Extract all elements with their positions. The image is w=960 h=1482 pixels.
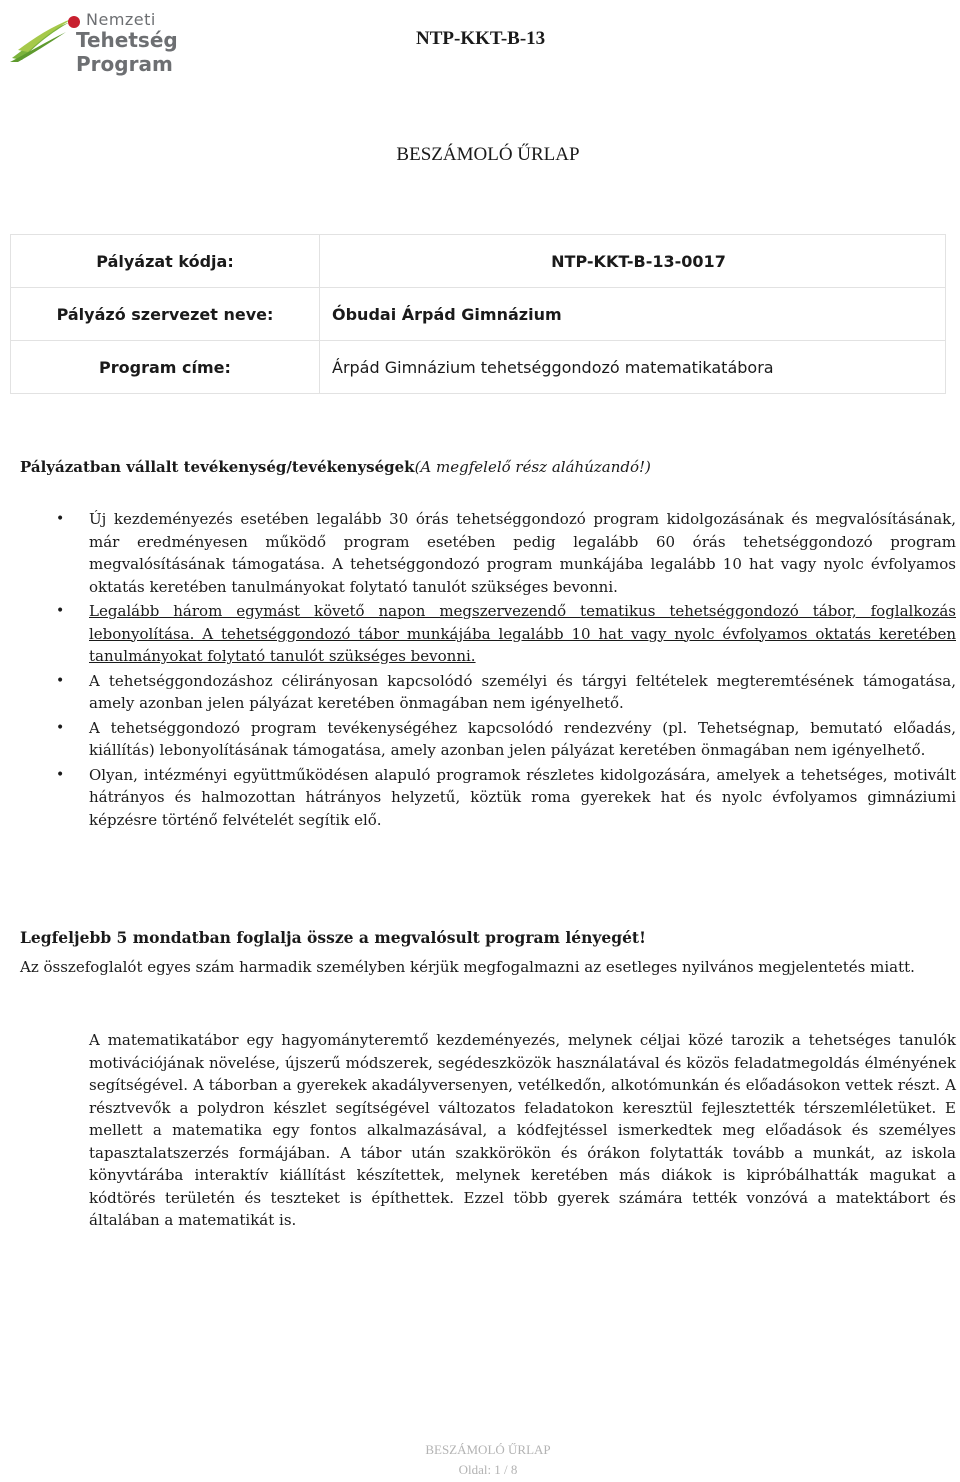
activities-heading-note: (A megfelelő rész aláhúzandó!)	[414, 458, 651, 476]
list-item-text: Új kezdeményezés esetében legalább 30 órás tehetséggondozó program kidolgozásának és megvalósításának, már eredményesen működő program esetében pedig legalább 60 órás tehetséggondozó program megvalósításának támogatása. A tehetséggondozó program munkájába legalább 10 hat vagy nyolc évfolyamos oktatás keretében tanulmányokat folytató tanulót szükséges bevonni.	[89, 510, 956, 596]
row-label: Pályázat kódja:	[11, 235, 320, 288]
table-row	[11, 341, 946, 394]
list-item	[20, 764, 956, 832]
bullet-icon: •	[56, 672, 65, 689]
table-row	[11, 235, 946, 288]
list-item-text: Olyan, intézményi együttműködésen alapuló programok részletes kidolgozására, amelyek a tehetséges, motivált hátrányos és halmozottan hátrányos helyzetű, köztük roma gyerekek hat és nyolc évfolyamos gimnáziumi képzésre történő felvételét segítik elő.	[89, 765, 956, 829]
footer-title: BESZÁMOLÓ ŰRLAP	[425, 1442, 551, 1457]
row-label: Program címe:	[11, 341, 320, 394]
list-item-text: A tehetséggondozó program tevékenységéhez kapcsolódó rendezvény (pl. Tehetségnap, bemutató előadás, kiállítás) lebonyolításának támogatása, amely azonban jelen pályázat keretében önmagában nem igényelhető.	[89, 718, 956, 759]
summary-heading: Legfeljebb 5 mondatban foglalja össze a megvalósult program lényegét!	[20, 928, 646, 947]
page-footer	[0, 1440, 960, 1480]
bullet-icon: •	[56, 719, 65, 736]
bullet-icon: •	[56, 511, 65, 527]
list-item	[20, 508, 956, 598]
table-row	[11, 288, 946, 341]
list-item-selected	[20, 600, 956, 668]
activities-list	[20, 508, 956, 833]
list-item-text: Legalább három egymást követő napon megszervezendő tematikus tehetséggondozó tábor, foglalkozás lebonyolítása. A tehetséggondozó tábor munkájába legalább 10 hat vagy nyolc évfolyamos oktatás keretében tanulmányokat folytató tanulót szükséges bevonni.	[89, 602, 956, 665]
bullet-icon: •	[56, 766, 65, 783]
activities-heading	[20, 458, 651, 476]
logo	[8, 6, 258, 76]
summary-instruction: Az összefoglalót egyes szám harmadik személyben kérjük megfogalmazni az esetleges nyilvános megjelentetés miatt.	[20, 958, 915, 976]
application-code-value: NTP-KKT-B-13-0017	[320, 235, 946, 288]
logo-text-line2: Tehetség Program	[76, 28, 178, 76]
info-table	[10, 234, 946, 394]
program-title-value: Árpád Gimnázium tehetséggondozó matematikatábora	[320, 341, 946, 394]
form-title: BESZÁMOLÓ ŰRLAP	[396, 144, 580, 165]
row-label: Pályázó szervezet neve:	[11, 288, 320, 341]
logo-text-line1: Nemzeti	[86, 10, 156, 29]
document-code: NTP-KKT-B-13	[416, 28, 546, 49]
list-item	[20, 717, 956, 762]
list-item-text: A tehetséggondozáshoz célirányosan kapcsolódó személyi és tárgyi feltételek megteremtésének támogatása, amely azonban jelen pályázat keretében önmagában nem igényelhető.	[89, 671, 956, 712]
organization-name-value: Óbudai Árpád Gimnázium	[320, 288, 946, 341]
page-number: Oldal: 1 / 8	[458, 1462, 518, 1477]
list-item	[20, 670, 956, 715]
summary-text: A matematikatábor egy hagyományteremtő kezdeményezés, melynek céljai közé tarozik a tehetséges tanulók motivációjának növelése, újszerű módszerek, segédeszközök használatával és közös feladatmegoldás élményének segítségével. A táborban a gyerekek akadályversenyen, vetélkedőn, alkotómunkán és előadásokon vettek részt. A résztvevők a polydron készlet segítségével változatos feladatokon keresztül fejlesztették térszemléletüket. E mellett a matematika egy fontos alkalmazásával, a kódfejtéssel ismerkedtek meg előadások és személyes tapasztalatszerzés formájában. A tábor után szakkörökön és órákon folytatták tovább a munkát, az iskola könyvtárába interaktív kiállítást készítettek, melynek keretében más diákok is kipróbálhatták magukat a kódtörés területén és teszteket is építhettek. Ezzel több gyerek számára tették vonzóvá a matektábort és általában a matematikát is.	[89, 1031, 956, 1229]
bullet-icon: •	[56, 603, 65, 619]
activities-heading-text: Pályázatban vállalt tevékenység/tevékenységek	[20, 458, 415, 476]
